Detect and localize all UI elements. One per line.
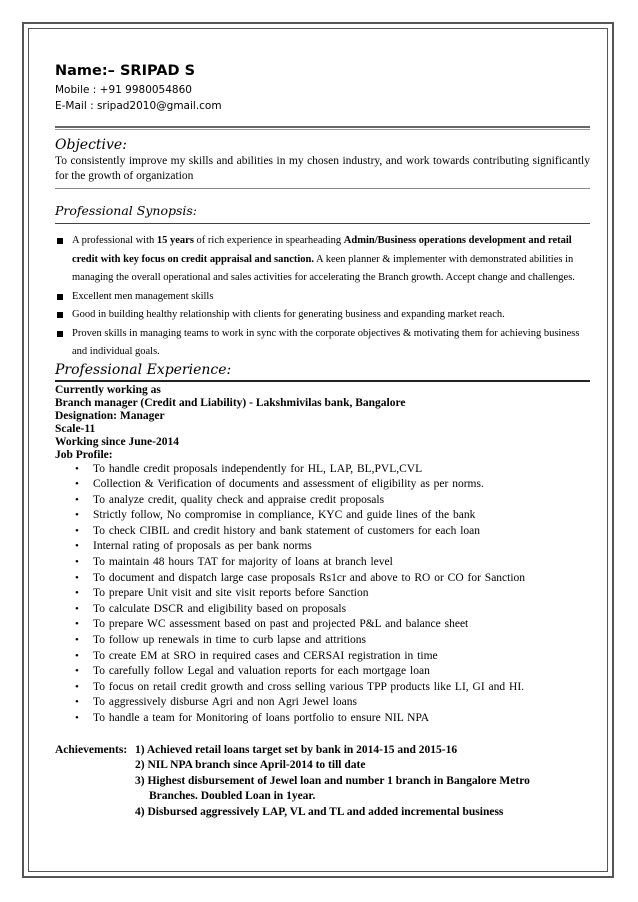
duty-item: • To follow up renewals in time to curb lapse and attritions (55, 633, 590, 649)
synopsis-heading: Professional Synopsis: (55, 203, 590, 224)
duty-item: • To analyze credit, quality check and appraise credit proposals (55, 493, 590, 509)
resume-content (55, 60, 590, 820)
duty-item: • To prepare Unit visit and site visit reports before Sanction (55, 586, 590, 602)
job-duties-list (55, 462, 590, 727)
objective-text: To consistently improve my skills and abilities in my chosen industry, and work towards contributing significantly for the growth of organization (55, 155, 590, 182)
current-role: Branch manager (Credit and Liability) - Lakshmivilas bank, Bangalore (55, 396, 406, 409)
duty-item: • To check CIBIL and credit history and bank statement of customers for each loan (55, 524, 590, 540)
duty-item: • To carefully follow Legal and valuation reports for each mortgage loan (55, 664, 590, 680)
achievements-section (55, 743, 590, 821)
duty-item: • To document and dispatch large case proposals Rs1cr and above to RO or CO for Sanction (55, 571, 590, 587)
synopsis-list (55, 232, 590, 362)
synopsis-item: Excellent men management skills (55, 288, 590, 307)
objective-divider (55, 188, 590, 189)
duty-item: • To create EM at SRO in required cases and CERSAI registration in time (55, 649, 590, 665)
synopsis-item: Good in building healthy relationship with clients for generating business and expanding market reach. (55, 306, 590, 325)
duty-item: • To handle credit proposals independently for HL, LAP, BL,PVL,CVL (55, 462, 590, 478)
duty-item: • Internal rating of proposals as per bank norms (55, 539, 590, 555)
synopsis-bold: 15 years (156, 235, 194, 246)
scale: Scale-11 (55, 422, 96, 435)
achievement-item: 3) Highest disbursement of Jewel loan and number 1 branch in Bangalore Metro (135, 774, 530, 787)
achievement-item: 1) Achieved retail loans target set by bank in 2014-15 and 2015-16 (135, 743, 458, 756)
header-divider (55, 126, 590, 130)
synopsis-text: of rich experience in spearheading (193, 235, 344, 246)
achievements-label: Achievements: (55, 743, 128, 756)
mobile-number: Mobile : +91 9980054860 (55, 84, 192, 96)
synopsis-item: Proven skills in managing teams to work in sync with the corporate objectives & motivating them for achieving business and individual goals. (55, 325, 590, 362)
experience-heading: Professional Experience: (55, 361, 590, 382)
duty-item: • To prepare WC assessment based on past and projected P&L and balance sheet (55, 617, 590, 633)
duty-item: • Strictly follow, No compromise in compliance, KYC and guide lines of the bank (55, 508, 590, 524)
synopsis-bold: Admin/Business operations development and retail credit with key focus on credit appraisal and sanction. (72, 235, 572, 265)
synopsis-text: A keen planner & implementer with demonstrated abilities in managing the overall operational and sales activities for accelerating the Branch growth. Accept change and challenges. (72, 253, 575, 283)
candidate-name: Name:– SRIPAD S (55, 63, 196, 79)
current-status: Currently working as (55, 383, 161, 396)
email-address: E-Mail : sripad2010@gmail.com (55, 100, 222, 112)
achievement-item: 2) NIL NPA branch since April-2014 to till date (135, 759, 366, 772)
objective-heading: Objective: (55, 137, 127, 153)
duty-item: • Collection & Verification of documents and assessment of eligibility as per norms. (55, 477, 590, 493)
duty-item: • To focus on retail credit growth and cross selling various TPP products like LI, GI and HI. (55, 680, 590, 696)
duty-item: • To aggressively disburse Agri and non Agri Jewel loans (55, 695, 590, 711)
achievement-item-continued: Branches. Doubled Loan in 1year. (149, 790, 316, 803)
synopsis-item (55, 232, 590, 288)
duty-item: • To calculate DSCR and eligibility based on proposals (55, 602, 590, 618)
job-profile-label: Job Profile: (55, 448, 113, 461)
achievement-item: 4) Disbursed aggressively LAP, VL and TL and added incremental business (135, 805, 504, 818)
duty-item: • To maintain 48 hours TAT for majority of loans at branch level (55, 555, 590, 571)
working-since: Working since June-2014 (55, 435, 179, 448)
designation: Designation: Manager (55, 409, 165, 422)
synopsis-text: A professional with (72, 235, 157, 246)
duty-item: • To handle a team for Monitoring of loans portfolio to ensure NIL NPA (55, 711, 590, 727)
